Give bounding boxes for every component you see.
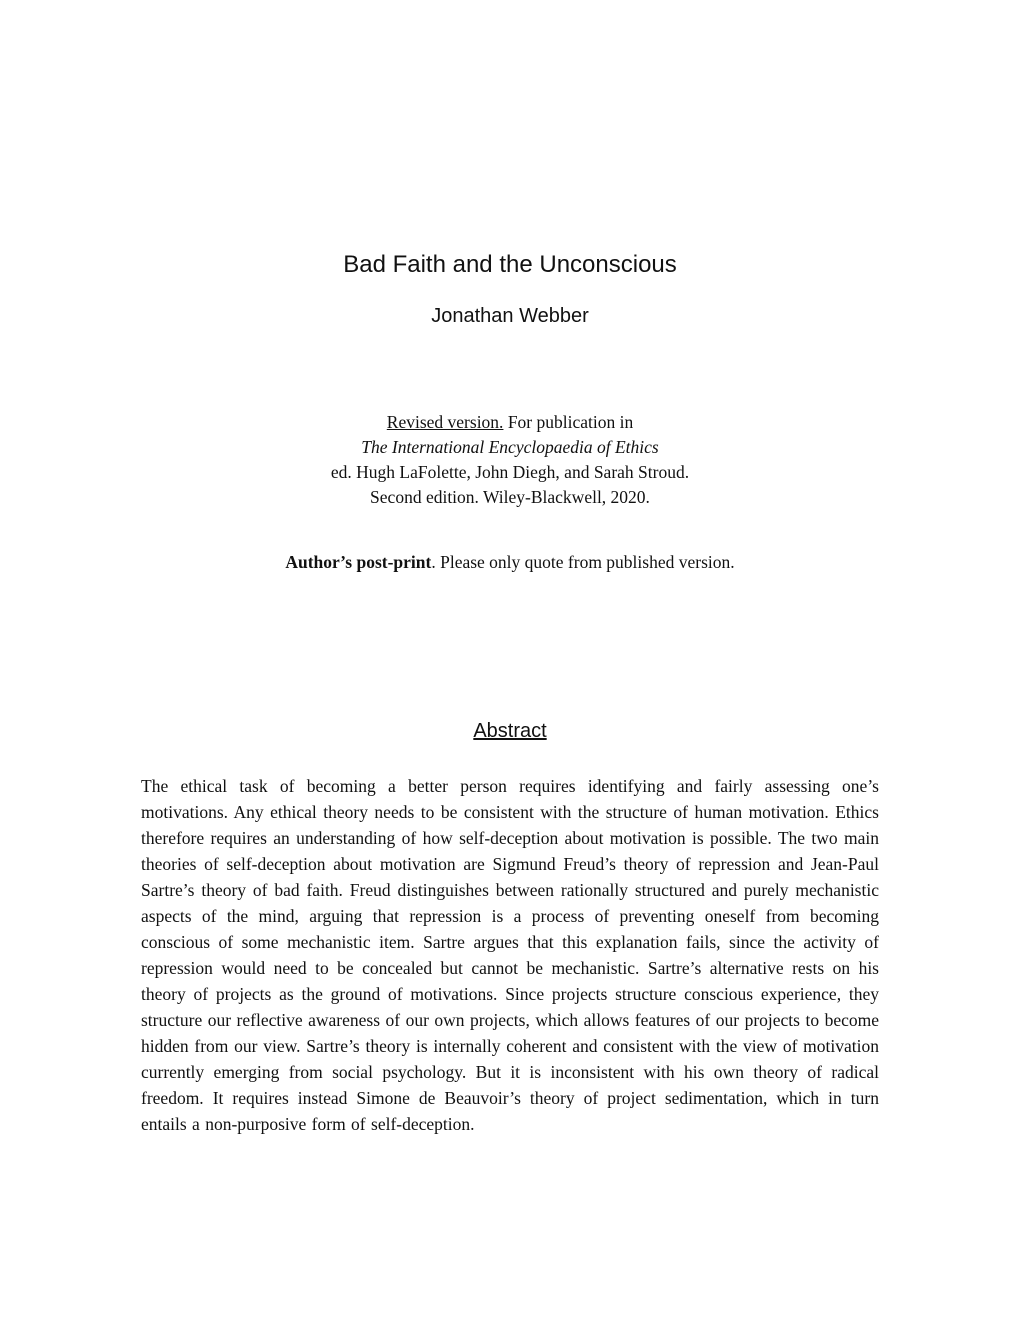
- revised-version-label: Revised version.: [386, 412, 504, 432]
- editors-line: ed. Hugh LaFolette, John Diegh, and Sarah Stroud.: [330, 462, 690, 482]
- publication-block: [141, 410, 879, 510]
- postprint-notice: [141, 550, 879, 575]
- document-content: [141, 250, 879, 1137]
- publication-line-1-rest: For publication in: [503, 412, 634, 432]
- paper-author: Jonathan Webber: [431, 305, 589, 327]
- postprint-rest: . Please only quote from published version.: [431, 552, 735, 572]
- abstract-heading: Abstract: [473, 720, 547, 742]
- abstract-body: The ethical task of becoming a better person requires identifying and fairly assessing one’s motivations. Any ethical theory needs to be consistent with the structure of human motivation. Ethics therefore requires an understanding of how self-deception about motivation is possible. The two main theories of self-deception about motivation are Sigmund Freud’s theory of repression and Jean-Paul Sartre’s theory of bad faith. Freud distinguishes between rationally structured and purely mechanistic aspects of the mind, arguing that repression is a process of preventing oneself from becoming conscious of some mechanistic item. Sartre argues that this explanation fails, since the activity of repression would need to be concealed but cannot be mechanistic. Sartre’s alternative rests on his theory of projects as the ground of motivations. Since projects structure conscious experience, they structure our reflective awareness of our own projects, which allows features of our projects to become hidden from our view. Sartre’s theory is internally coherent and consistent with the view of motivation currently emerging from social psychology. But it is inconsistent with his own theory of radical freedom. It requires instead Simone de Beauvoir’s theory of project sedimentation, which in turn entails a non-purposive form of self-deception.: [141, 776, 879, 1134]
- publication-line-1: [141, 410, 879, 435]
- paper-title: Bad Faith and the Unconscious: [343, 251, 677, 278]
- postprint-label: Author’s post-print: [285, 552, 432, 572]
- edition-line: Second edition. Wiley-Blackwell, 2020.: [370, 487, 650, 507]
- journal-title: The International Encyclopaedia of Ethics: [361, 437, 659, 457]
